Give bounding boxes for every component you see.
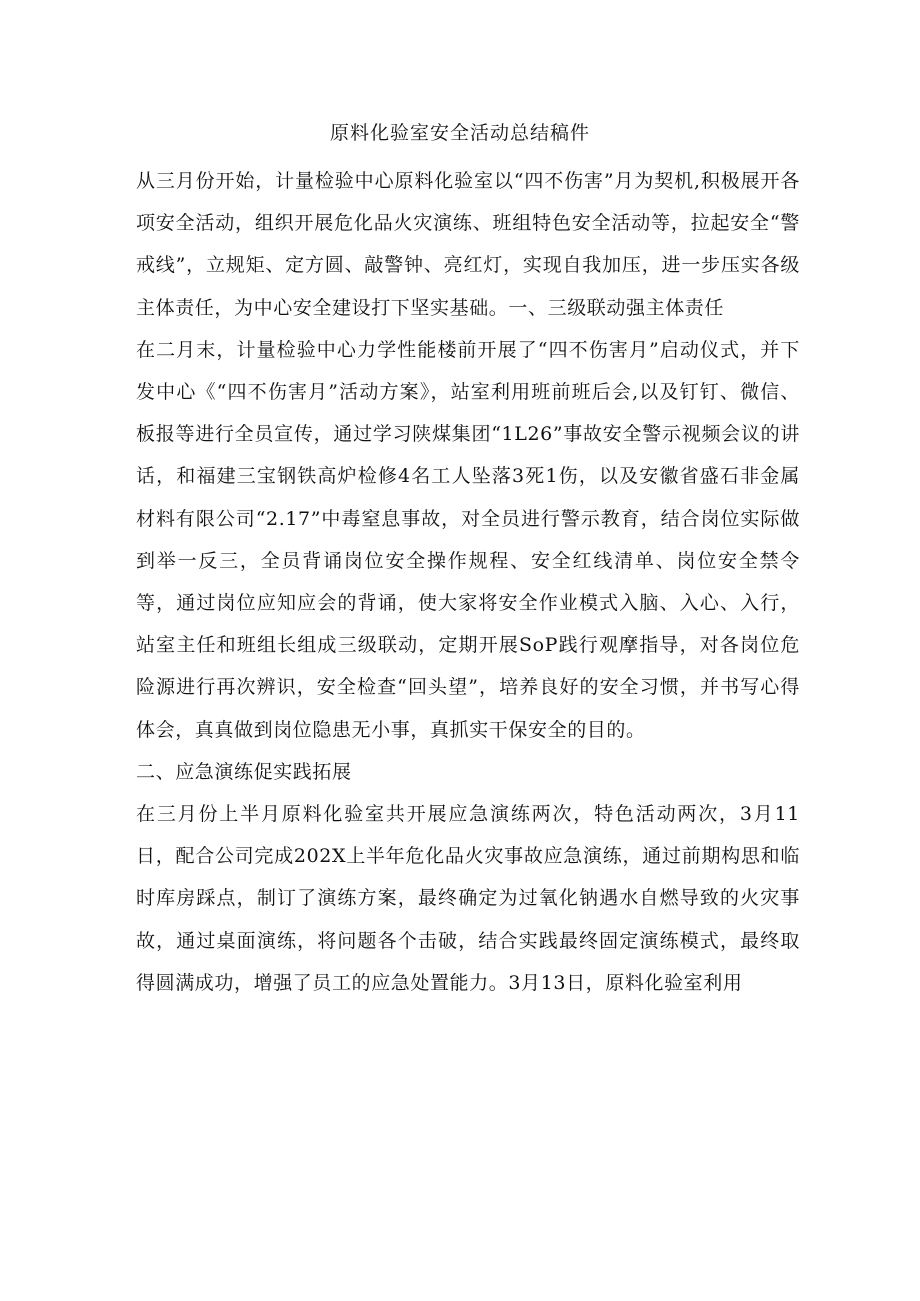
paragraph-intro: 从三月份开始，计量检验中心原料化验室以“四不伤害”月为契机,积极展开各项安全活动，组织开展危化品火灾演练、班组特色安全活动等，拉起安全“警戒线”，立规矩、定方圆、敲警钟、亮红灯，实现自我加压，进一步压实各级主体责任，为中心安全建设打下坚实基础。一、三级联动强主体责任 bbox=[136, 170, 800, 319]
paragraph-section-one: 在二月末，计量检验中心力学性能楼前开展了“四不伤害月”启动仪式，并下发中心《“四不伤害月”活动方案》，站室利用班前班后会,以及钉钉、微信、板报等进行全员宣传，通过学习陕煤集团“1L26”事故安全警示视频会议的讲话，和福建三宝钢铁高炉检修4名工人坠落3死1伤，以及安徽省盛石非金属材料有限公司“2.17”中毒窒息事故，对全员进行警示教育，结合岗位实际做到举一反三，全员背诵岗位安全操作规程、安全红线清单、岗位安全禁令等，通过岗位应知应会的背诵，使大家将安全作业模式入脑、入心、入行，站室主任和班组长组成三级联动，定期开展SoP践行观摩指导，对各岗位危险源进行再次辨识，安全检查“回头望”，培养良好的安全习惯，并书写心得体会，真真做到岗位隐患无小事，真抓实干保安全的目的。 bbox=[136, 338, 800, 741]
document-body bbox=[136, 160, 800, 1004]
document-title: 原料化验室安全活动总结稿件 bbox=[329, 122, 590, 144]
paragraph-section-two: 在三月份上半月原料化验室共开展应急演练两次，特色活动两次，3月11日，配合公司完成202X上半年危化品火灾事故应急演练，通过前期构思和临时库房踩点，制订了演练方案，最终确定为过氧化钠遇水自燃导致的火灾事故，通过桌面演练，将问题各个击破，结合实践最终固定演练模式，最终取得圆满成功，增强了员工的应急处置能力。3月13日，原料化验室利用 bbox=[136, 803, 800, 994]
section-heading-two: 二、应急演练促实践拓展 bbox=[136, 760, 352, 783]
